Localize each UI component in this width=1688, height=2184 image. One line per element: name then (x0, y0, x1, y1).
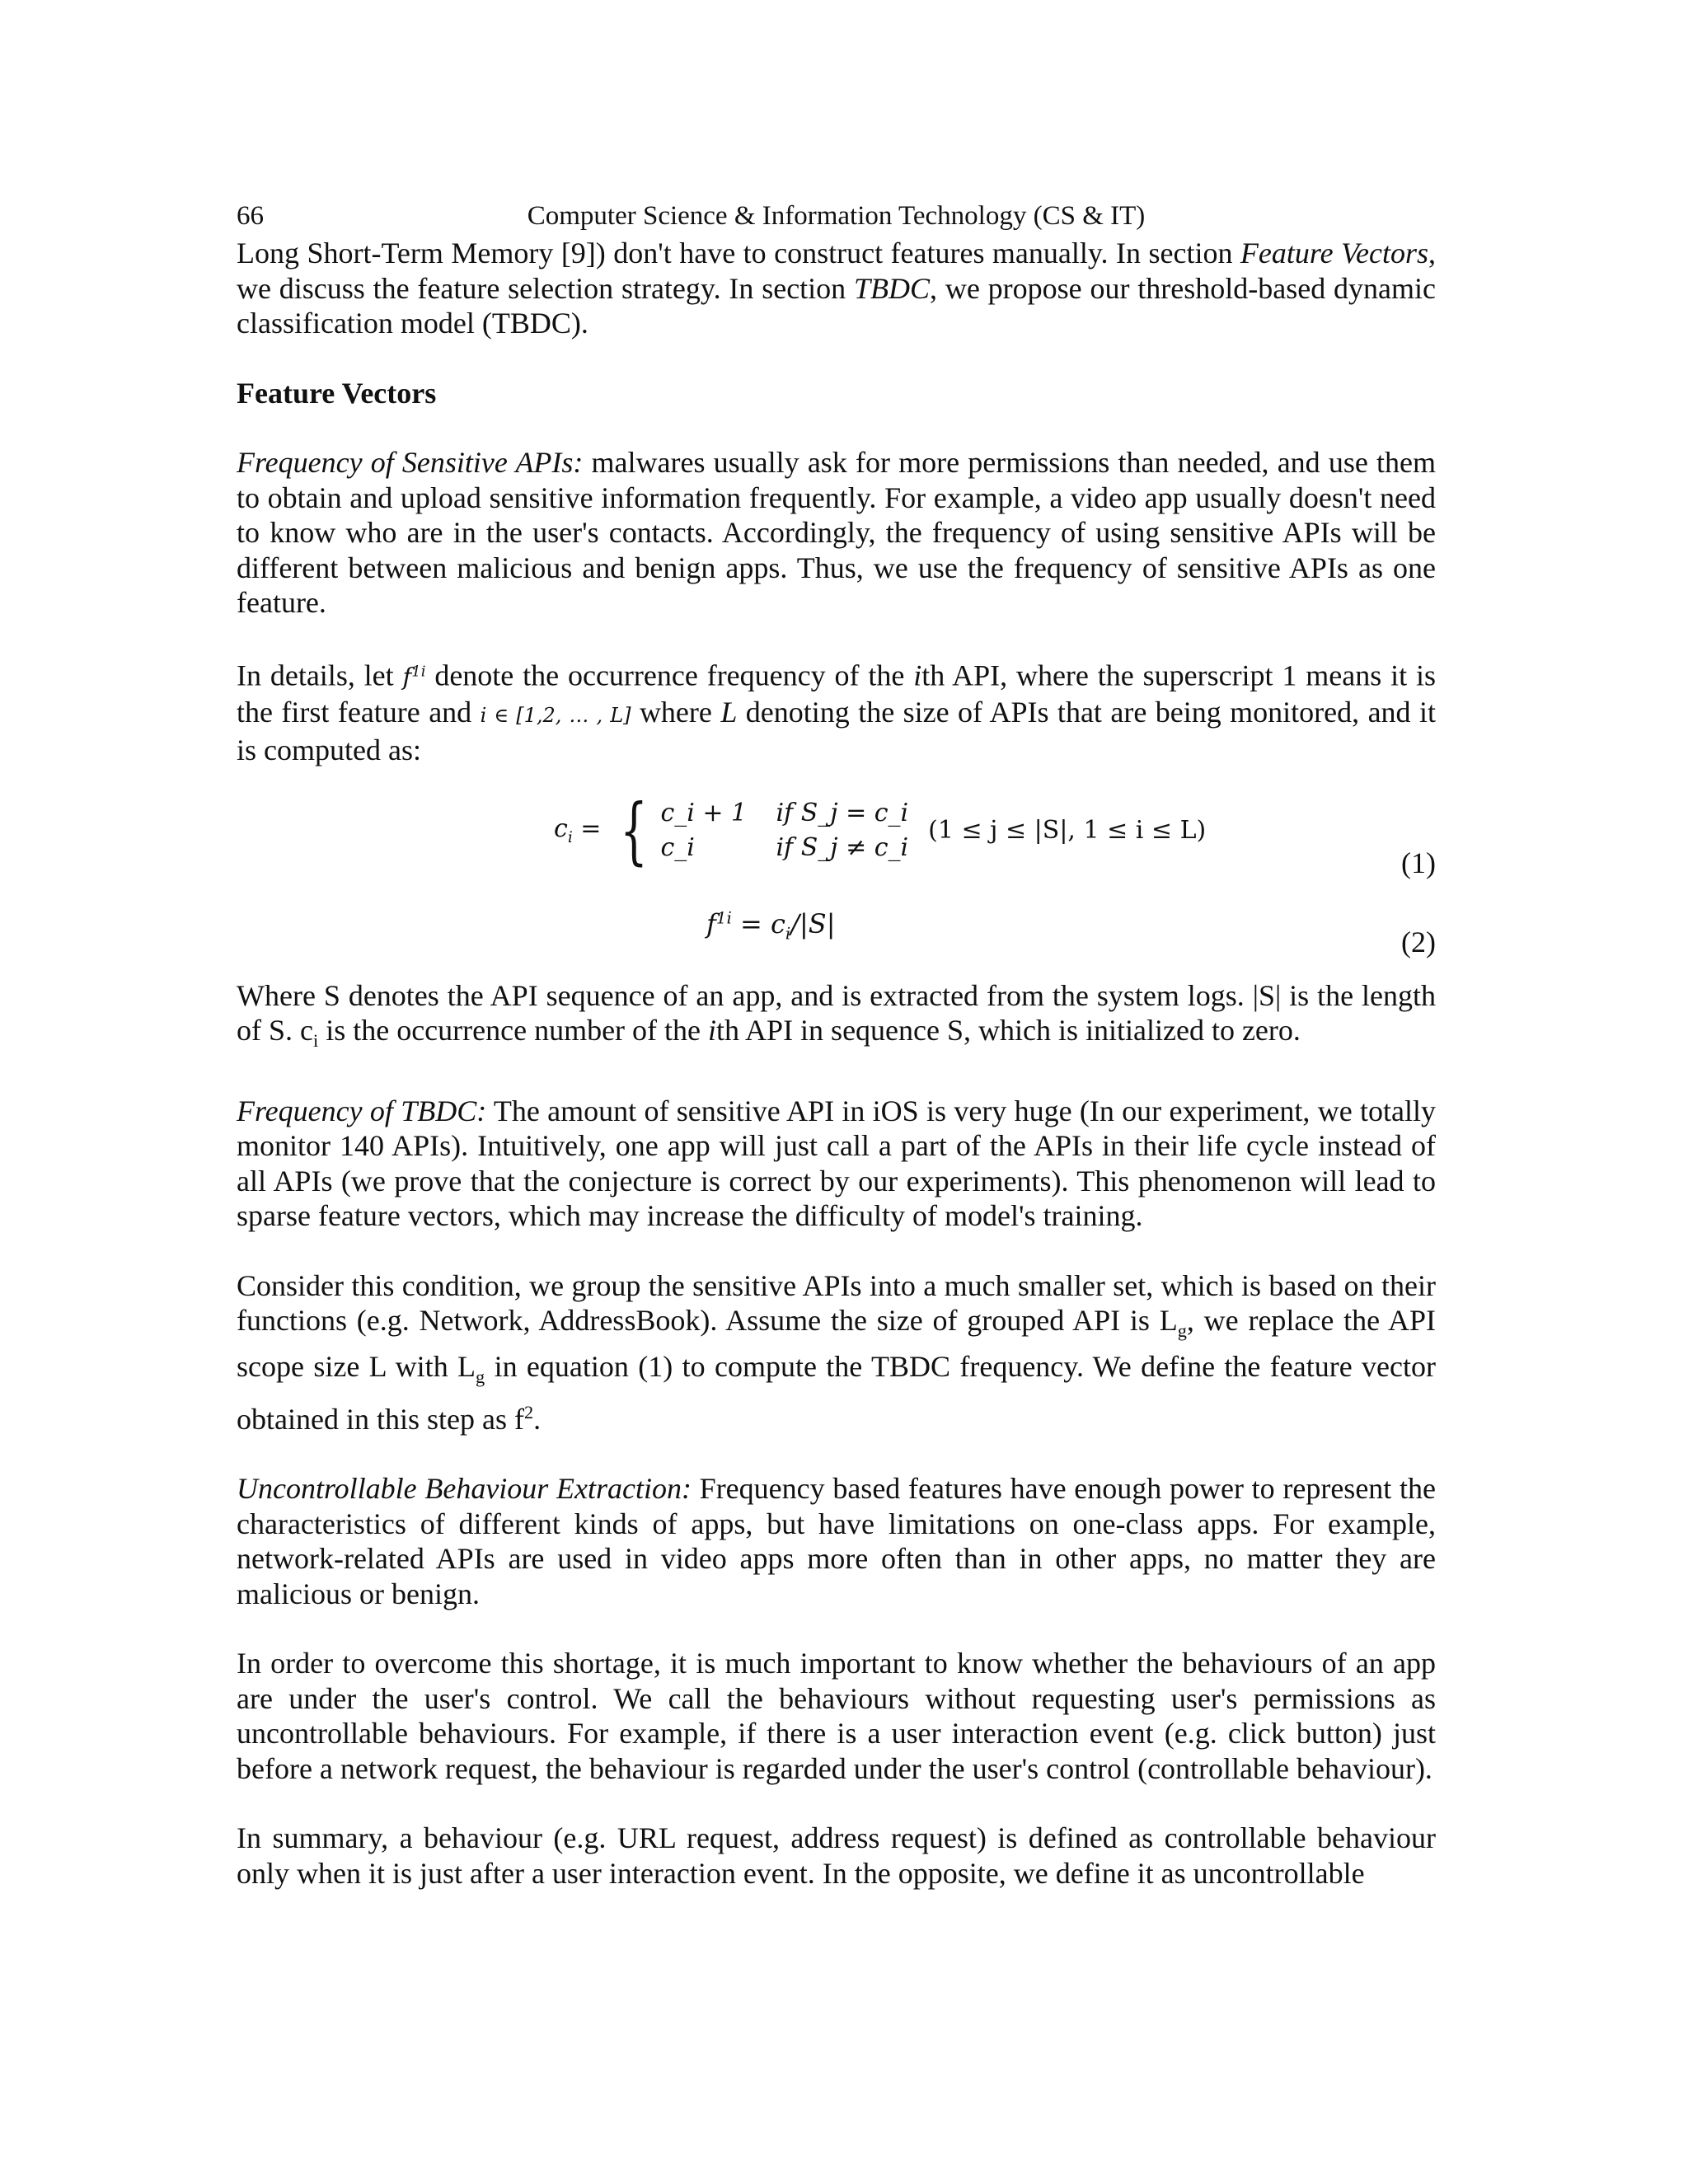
journal-title: Computer Science & Information Technology (CS & IT) (527, 201, 1146, 231)
eq1-lhs-c: c (554, 814, 568, 844)
text-uncontrollable: Frequency based features have enough power to represent the characteristics of different kinds of apps, but have limitations on one-class apps. For example, network-related APIs are used in video apps more often than in other apps, no matter they are malicious or benign. (237, 1472, 1436, 1610)
equation-2-number: (2) (1401, 925, 1436, 958)
where-text-3: th API in sequence S, which is initialized to zero. (716, 1014, 1301, 1047)
text-sensitive-apis: malwares usually ask for more permissions than needed, and use them to obtain and upload sensitive information frequently. For example, a video app usually doesn't need to know who are in the user's contacts. Accordingly, the frequency of using sensitive APIs will be different between malicious and benign apps. Thus, we use the frequency of sensitive APIs as one feature. (237, 446, 1436, 619)
eq1-case-1 (660, 796, 908, 831)
paragraph-consider (237, 1268, 1436, 1436)
symbol-f: f (402, 663, 412, 691)
eq2-sub: i (785, 924, 791, 944)
consider-sup-2: 2 (523, 1401, 534, 1422)
symbol-range: i ∈ [1,2, … , L] (480, 703, 631, 727)
lead-uncontrollable: Uncontrollable Behaviour Extraction: (237, 1472, 692, 1506)
details-italic-l: L (720, 695, 738, 729)
eq1-lhs (554, 814, 601, 846)
symbol-f-superscript: 1i (411, 663, 426, 681)
lead-frequency-tbdc: Frequency of TBDC: (237, 1094, 487, 1127)
details-text-2: denote the occurrence frequency of the (425, 658, 914, 692)
eq2-sup: 1i (715, 908, 732, 927)
intro-text-3: , we propose our threshold-based dynamic classification model (TBDC). (237, 271, 1436, 340)
intro-ref-tbdc: TBDC (854, 271, 931, 305)
paper-page (237, 196, 1436, 1891)
details-italic-i: i (913, 658, 922, 692)
consider-text-1: Consider this condition, we group the sensitive APIs into a much smaller set, which is based on their functions (e.g. Network, AddressBook). Assume the size of grouped API is L (237, 1268, 1436, 1338)
intro-ref-feature-vectors: Feature Vectors (1240, 237, 1428, 269)
details-text-5: denoting the size of APIs that are being monitored, and it is computed as: (237, 695, 1436, 767)
paragraph-where (237, 978, 1436, 1059)
consider-text-4: . (533, 1402, 542, 1436)
eq1-case-2-value: c_i (660, 832, 695, 862)
consider-sub-g-1: g (1177, 1320, 1187, 1342)
text-frequency-tbdc: The amount of sensitive API in iOS is very huge (In our experiment, we totally monitor 140 APIs). Intuitively, one app will just call a part of the APIs in their life cycle instead of all APIs (we prove that the conjecture is correct by our experiments). This phenomenon will lead to sparse feature vectors, which may increase the difficulty of model's training. (237, 1094, 1436, 1233)
paragraph-details (237, 655, 1436, 768)
intro-paragraph (237, 236, 1436, 341)
eq1-case-1-condition: if S_j = c_i (776, 798, 909, 827)
eq2-c: = c (731, 907, 785, 940)
intro-text-2: , we discuss the feature selection strategy. In section (237, 237, 1436, 305)
paragraph-frequency-tbdc (237, 1094, 1436, 1234)
where-text-1: Where S denotes the API sequence of an app, and is extracted from the system logs. |S| is the length of S. c (237, 978, 1436, 1047)
equation-1 (554, 787, 1207, 873)
running-header (237, 196, 1436, 236)
consider-text-3: in equation (1) to compute the TBDC frequency. We define the feature vector obtained in this step as f (237, 1350, 1436, 1436)
equation-1-number: (1) (1401, 846, 1436, 879)
eq1-case-2-condition: if S_j ≠ c_i (776, 832, 909, 862)
eq1-brace: { (620, 787, 649, 873)
eq2-end: /|S| (790, 907, 836, 940)
section-heading: Feature Vectors (237, 376, 437, 410)
details-text-3: th API, where the superscript 1 means it is the first feature and (237, 658, 1436, 729)
page-number: 66 (237, 201, 264, 231)
paragraph-summary: In summary, a behaviour (e.g. URL request, address request) is defined as controllable behaviour only when it is just after a user interaction event. In the opposite, we define it as uncontrollable (237, 1821, 1436, 1890)
paragraph-overcome: In order to overcome this shortage, it is much important to know whether the behaviours of an app are under the user's control. We call the behaviours without requesting user's permissions as uncontrollable behaviours. For example, if there is a user interaction event (e.g. click button) just before a network request, the behaviour is regarded under the user's control (controllable behaviour). (237, 1647, 1436, 1785)
details-text-1: In details, let (237, 658, 403, 692)
eq2-f: f (706, 907, 716, 940)
equation-2 (706, 908, 836, 943)
lead-sensitive-apis: Frequency of Sensitive APIs: (237, 446, 584, 479)
eq1-case-2 (660, 831, 908, 865)
symbol-f-1i (403, 663, 426, 691)
eq1-case-1-value: c_i + 1 (660, 798, 748, 827)
paragraph-sensitive-apis (237, 445, 1436, 621)
consider-sub-g-2: g (476, 1366, 485, 1388)
eq1-lhs-sub: i (567, 829, 573, 847)
consider-text-2: , we replace the API scope size L with L (237, 1304, 1436, 1384)
intro-text-1: Long Short-Term Memory [9]) don't have to construct features manually. In section (237, 237, 1240, 269)
paragraph-uncontrollable (237, 1471, 1436, 1611)
where-text-2: is the occurrence number of the (318, 1014, 709, 1047)
equations-block (237, 768, 1436, 978)
where-sub-i: i (313, 1030, 319, 1052)
eq1-range-condition: (1 ≤ j ≤ |S|, 1 ≤ i ≤ L) (928, 816, 1207, 846)
eq1-cases (660, 796, 908, 865)
eq1-equals: = (572, 814, 602, 844)
where-italic-i: i (708, 1014, 717, 1047)
details-text-4: where (631, 695, 721, 729)
